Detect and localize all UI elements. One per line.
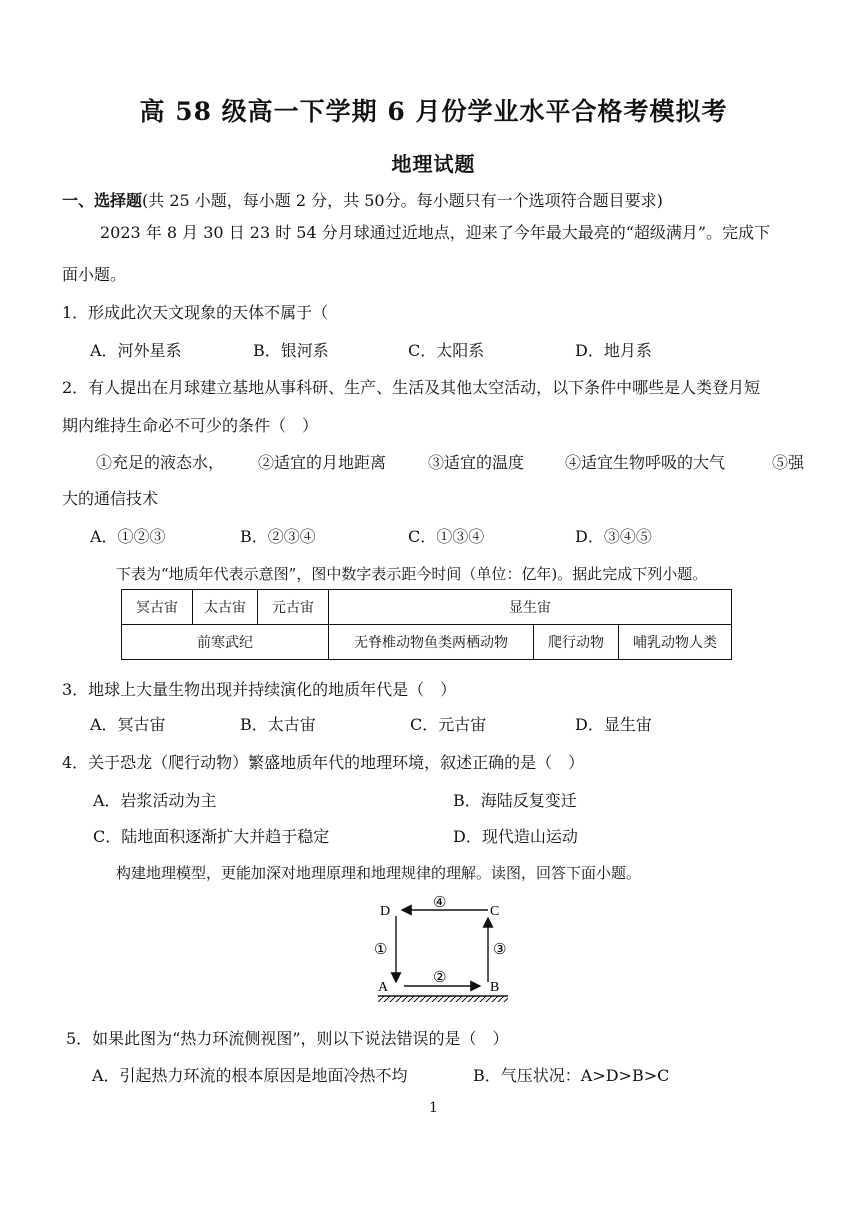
page-number: 1 (429, 1100, 438, 1116)
q3-option-b: B．太古宙 (240, 715, 316, 734)
table-row (122, 590, 732, 625)
q2-condition-4: ④适宜生物呼吸的大气 (565, 453, 726, 472)
q4-option-b: B．海陆反复变迁 (453, 791, 577, 810)
q3-option-a: A．冥古宙 (90, 715, 166, 734)
passage1-line2: 面小题。 (62, 265, 127, 284)
q2-condition-1: ①充足的液态水， (96, 453, 225, 472)
table-cell: 爬行动物 (534, 625, 619, 660)
q3-option-c: C．元古宙 (410, 715, 487, 734)
section-label: 一、选择题 (62, 191, 143, 210)
q4-option-c: C．陆地面积逐渐扩大并趋于稳定 (93, 827, 330, 846)
question-3-stem: 3．地球上大量生物出现并持续演化的地质年代是（ ） (62, 680, 457, 699)
q1-option-a: A．河外星系 (90, 341, 182, 360)
q1-option-b: B．银河系 (253, 341, 329, 360)
geologic-time-table (121, 589, 732, 660)
table-row (122, 625, 732, 660)
q4-option-d: D．现代造山运动 (453, 827, 578, 846)
question-2-stem-line1: 2．有人提出在月球建立基地从事科研、生产、生活及其他太空活动，以下条件中哪些是人类登月短 (62, 378, 761, 397)
table-cell: 哺乳动物人类 (619, 625, 732, 660)
thermal-circulation-diagram (370, 890, 520, 1010)
table-cell: 太古宙 (193, 590, 258, 625)
corner-label-d: D (380, 904, 391, 919)
exam-subtitle: 地理试题 (391, 152, 476, 176)
question-4-stem: 4．关于恐龙（爬行动物）繁盛地质年代的地理环境，叙述正确的是（ ） (62, 753, 585, 772)
table-cell: 元古宙 (258, 590, 329, 625)
question-5-stem: 5．如果此图为“热力环流侧视图”，则以下说法错误的是（ ） (66, 1029, 509, 1048)
section-note: (共 25 小题，每小题 2 分，共 50分。每小题只有一个选项符合题目要求) (142, 191, 663, 210)
table-cell: 冥古宙 (122, 590, 193, 625)
q2-option-c: C．①③④ (408, 527, 485, 546)
passage3-text: 构建地理模型，更能加深对地理原理和地理规律的理解。读图，回答下面小题。 (116, 864, 642, 882)
corner-label-a: A (378, 980, 389, 995)
exam-title: 高 58 级高一下学期 6 月份学业水平合格考模拟考 (139, 97, 728, 126)
q1-option-d: D．地月系 (575, 341, 652, 360)
q2-condition-5-cont: 大的通信技术 (62, 489, 159, 508)
passage1-line1: 2023 年 8 月 30 日 23 时 54 分月球通过近地点，迎来了今年最大最亮的“超级满月”。完成下 (100, 223, 771, 242)
arrow-label-2: ② (433, 968, 447, 986)
corner-label-c: C (490, 904, 500, 919)
q2-option-d: D．③④⑤ (575, 527, 652, 546)
q5-option-b: B．气压状况：A>D>B>C (473, 1066, 670, 1085)
passage2-text: 下表为“地质年代表示意图”，图中数字表示距今时间（单位：亿年)。据此完成下列小题。 (116, 565, 708, 583)
corner-label-b: B (490, 980, 500, 995)
table-cell: 无脊椎动物鱼类两栖动物 (329, 625, 534, 660)
q3-option-d: D．显生宙 (575, 715, 652, 734)
q2-condition-5: ⑤强 (772, 453, 805, 472)
q2-option-b: B．②③④ (240, 527, 316, 546)
section-heading (62, 188, 663, 211)
table-cell: 前寒武纪 (122, 625, 329, 660)
question-2-stem-line2: 期内维持生命必不可少的条件（ ） (62, 416, 319, 435)
q1-option-c: C．太阳系 (408, 341, 485, 360)
q4-option-a: A．岩浆活动为主 (93, 791, 217, 810)
arrow-label-3: ③ (493, 940, 507, 958)
q2-condition-2: ②适宜的月地距离 (258, 453, 387, 472)
arrow-label-1: ① (374, 940, 388, 958)
q2-option-a: A．①②③ (90, 527, 166, 546)
q5-option-a: A．引起热力环流的根本原因是地面冷热不均 (92, 1066, 408, 1085)
table-cell: 显生宙 (329, 590, 732, 625)
ground-hatch (378, 996, 508, 1002)
question-1-stem: 1．形成此次天文现象的天体不属于（ (62, 303, 329, 322)
q2-condition-3: ③适宜的温度 (428, 453, 525, 472)
arrow-label-4: ④ (433, 893, 447, 911)
